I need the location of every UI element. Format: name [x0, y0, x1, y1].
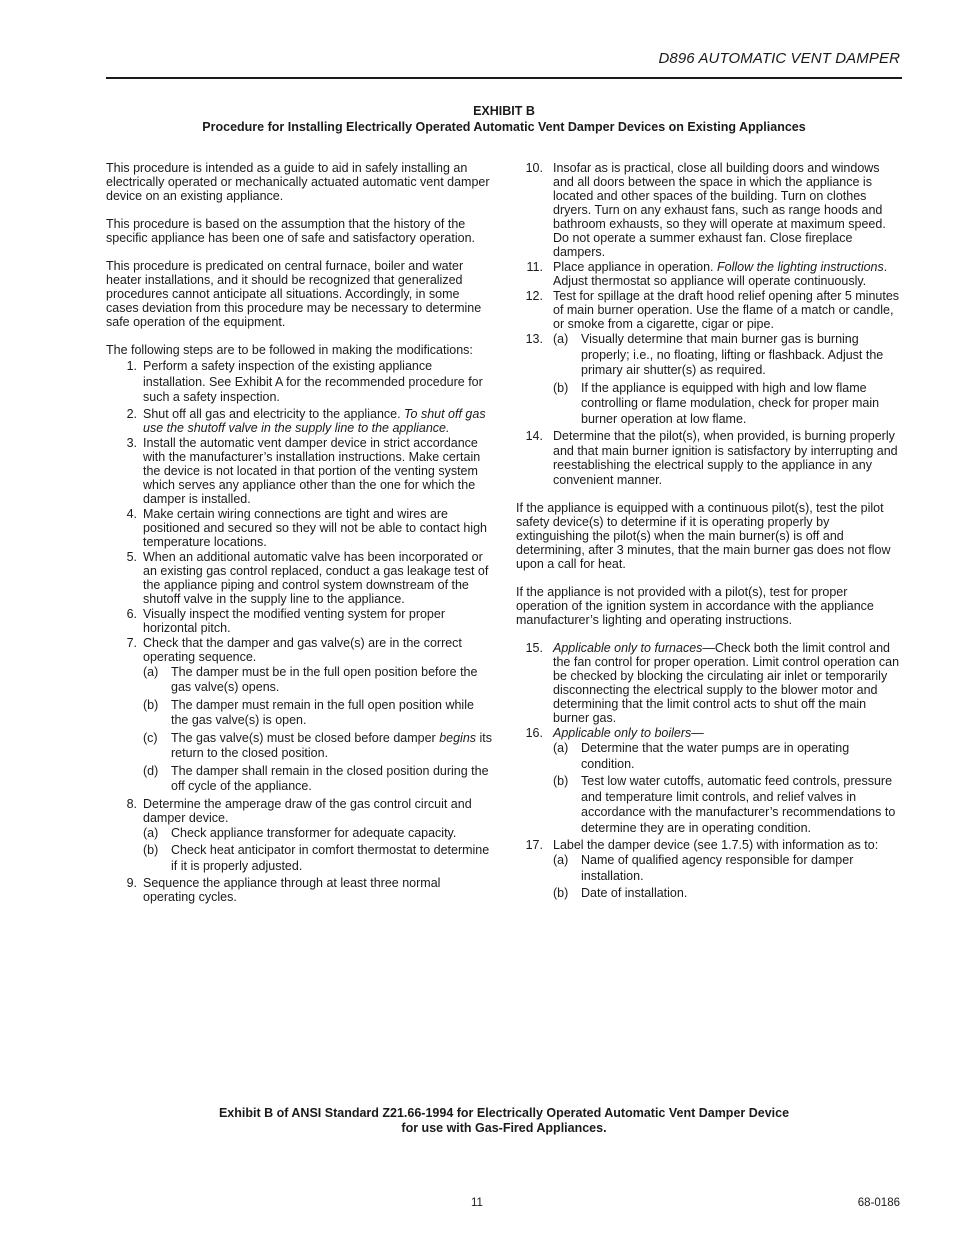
step-16a [553, 741, 902, 772]
exhibit-heading [106, 103, 902, 135]
sub-text: its return to the closed position. [171, 730, 493, 760]
step-17a [553, 853, 902, 884]
header-divider [106, 77, 902, 79]
sub-text: The damper must remain in the full open position while the gas valve(s) is open. [171, 697, 474, 727]
sub-text: If the appliance is equipped with high and low flame controlling or flame modulation, check for proper main burner operation at low flame. [581, 380, 880, 426]
step-4 [106, 507, 492, 549]
step-13a [553, 332, 902, 379]
step-number: 11. [526, 260, 543, 274]
step-number: 7. [126, 635, 137, 650]
step-17 [516, 838, 902, 902]
step-10 [516, 161, 902, 259]
step-7 [106, 636, 492, 795]
step-8b [143, 843, 492, 874]
sub-label: (d) [143, 763, 159, 778]
right-column [516, 161, 902, 904]
sub-text: The gas valve(s) must be closed before damper [171, 730, 440, 745]
step-text: Shut off all gas and electricity to the appliance. [143, 406, 405, 421]
sub-text: The damper must be in the full open position before the gas valve(s) opens. [171, 664, 478, 694]
step-17b [553, 886, 902, 902]
step-italic-text: Applicable only to furnaces [553, 641, 703, 655]
sub-label: (a) [553, 332, 569, 346]
steps-intro: The following steps are to be followed in making the modifications: [106, 343, 473, 357]
step-13 [516, 332, 902, 427]
sub-text: Name of qualified agency responsible for damper installation. [581, 853, 854, 883]
exhibit-title: Procedure for Installing Electrically Operated Automatic Vent Damper Devices on Existing Appliances [202, 120, 806, 134]
step-text: When an additional automatic valve has been incorporated or an existing gas control replaced, conduct a gas leakage test of the appliance piping and control system downstream of the shutoff valve in the supply line to the appliance. [143, 549, 489, 606]
step-16 [516, 726, 902, 836]
step-number: 6. [126, 606, 137, 621]
step-number: 5. [126, 549, 137, 564]
step-text: Determine that the pilot(s), when provided, is burning properly and that main burner ignition is satisfactory by interrupting and reestablishing the electrical supply to the appliance in any convenient manner. [553, 429, 898, 487]
sub-label: (b) [553, 774, 569, 788]
sub-text: Check heat anticipator in comfort thermostat to determine if it is properly adjusted. [171, 843, 490, 873]
sub-label: (b) [143, 697, 159, 712]
step-text: Test for spillage at the draft hood relief opening after 5 minutes of main burner operation. Use the flame of a match or candle, or smoke from a cigarette, cigar or pipe. [553, 289, 900, 331]
step-number: 12. [525, 289, 543, 303]
step-number: 1. [126, 359, 137, 373]
intro-paragraph: This procedure is intended as a guide to aid in safely installing an electrically operated or mechanically actuated automatic vent damper device on an existing appliance. [106, 161, 490, 203]
step-text: Sequence the appliance through at least three normal operating cycles. [143, 876, 441, 904]
step-8 [106, 797, 492, 875]
step-text: Perform a safety inspection of the existing appliance installation. See Exhibit A for the recommended procedure for such a safety inspection. [143, 359, 483, 404]
step-number: 14. [525, 429, 543, 443]
step-text: Check that the damper and gas valve(s) are in the correct operating sequence. [143, 635, 462, 664]
step-text: — [691, 726, 704, 740]
step-7c [143, 731, 492, 762]
step-9 [106, 876, 492, 904]
step-text: Place appliance in operation. [553, 260, 718, 274]
step-text: . Adjust thermostat so appliance will operate continuously. [553, 260, 888, 288]
sub-text: Visually determine that main burner gas is burning properly; i.e., no floating, lifting or flashback. Adjust the primary air shutter(s) as required. [581, 332, 884, 377]
sub-label: (a) [143, 825, 159, 840]
footer-caption [106, 1106, 902, 1136]
step-2 [106, 407, 492, 435]
sub-label: (a) [553, 741, 569, 755]
sub-text: Check appliance transformer for adequate capacity. [171, 825, 457, 840]
footer-caption-line: for use with Gas-Fired Appliances. [401, 1121, 607, 1135]
step-11 [516, 260, 902, 288]
sub-italic-text: begins [439, 730, 477, 745]
step-1 [106, 359, 492, 406]
step-number: 3. [126, 435, 137, 450]
step-italic-text: Follow the lighting instructions [717, 260, 884, 274]
step-13b [553, 381, 902, 428]
left-column [106, 161, 492, 905]
step-text: Determine the amperage draw of the gas control circuit and damper device. [143, 796, 472, 825]
step-text: Install the automatic vent damper device in strict accordance with the manufacturer’s installation instructions. Make certain the device is not located in that portion of the venting system which serves any appliance other than the one for which the damper is installed. [143, 435, 481, 506]
step-text: Make certain wiring connections are tight and wires are positioned and secured so they will not be able to contact high temperature locations. [143, 506, 487, 549]
step-number: 17. [525, 838, 543, 852]
footer-caption-line: Exhibit B of ANSI Standard Z21.66-1994 for Electrically Operated Automatic Vent Damper Device [218, 1106, 790, 1120]
step-8a [143, 826, 492, 842]
step-number: 16. [525, 726, 543, 740]
step-italic-text: Applicable only to boilers [553, 726, 692, 740]
step-italic-text: To shut off gas use the shutoff valve in the supply line to the appliance. [143, 406, 486, 435]
sub-label: (b) [553, 886, 569, 900]
predicate-paragraph: This procedure is predicated on central furnace, boiler and water heater installations, and it should be recognized that generalized procedures cannot anticipate all situations. Accordingly, in some cases deviation from this procedure may be necessary to determine safe operation of the equipment. [106, 259, 482, 329]
step-number: 2. [126, 406, 137, 421]
sub-label: (a) [553, 853, 569, 867]
ignition-paragraph: If the appliance is not provided with a pilot(s), test for proper operation of the ignition system in accordance with the appliance manufacturer’s lighting and operating instructions. [516, 585, 874, 627]
step-7d [143, 764, 492, 795]
step-number: 10. [525, 161, 543, 175]
assumption-paragraph: This procedure is based on the assumption that the history of the specific appliance has been one of safe and satisfactory operation. [106, 217, 475, 245]
header-title: D896 AUTOMATIC VENT DAMPER [658, 50, 900, 67]
sub-label: (a) [143, 664, 159, 679]
document-number: 68-0186 [857, 1197, 900, 1209]
step-text: —Check both the limit control and the fan control for proper operation. Limit control operation can be checked by blocking the circulating air inlet or temporarily disconnecting the electrical supply to the blower motor and determining that the limit control acts to shut off the main burner gas. [553, 641, 900, 725]
step-number: 9. [126, 876, 137, 890]
sub-text: Date of installation. [581, 886, 688, 900]
step-7a [143, 665, 492, 696]
continuous-pilot-paragraph: If the appliance is equipped with a continuous pilot(s), test the pilot safety device(s) to determine if it is operating properly by extinguishing the pilot(s) when the main burner(s) is off and determining, after 3 minutes, that the main burner gas does not flow upon a call for heat. [516, 501, 891, 571]
step-7b [143, 698, 492, 729]
step-3 [106, 436, 492, 506]
exhibit-label: EXHIBIT B [473, 104, 535, 118]
sub-text: Test low water cutoffs, automatic feed controls, pressure and temperature limit controls, and relief valves in accordance with the manufacturer’s recommendations to determine they are in operating condition. [581, 774, 896, 835]
step-number: 8. [126, 796, 137, 811]
step-text: Insofar as is practical, close all building doors and windows and all doors between the space in which the appliance is located and other spaces of the building. Turn on clothes dryers. Turn on any exhaust fans, such as range hoods and bathroom exhausts, so they will operate at maximum speed. Do not operate a summer exhaust fan. Close fireplace dampers. [553, 161, 886, 259]
step-14 [516, 429, 902, 487]
sub-label: (c) [143, 730, 158, 745]
step-text: Visually inspect the modified venting system for proper horizontal pitch. [143, 606, 446, 635]
step-12 [516, 289, 902, 331]
step-6 [106, 607, 492, 635]
step-text: Label the damper device (see 1.7.5) with information as to: [553, 838, 879, 852]
step-16b [553, 774, 902, 836]
step-number: 13. [525, 332, 543, 346]
sub-text: Determine that the water pumps are in operating condition. [581, 741, 850, 771]
sub-label: (b) [143, 843, 159, 857]
page-number: 11 [471, 1197, 483, 1209]
step-5 [106, 550, 492, 606]
step-number: 4. [126, 506, 137, 521]
sub-label: (b) [553, 380, 569, 395]
step-15 [516, 641, 902, 725]
sub-text: The damper shall remain in the closed position during the off cycle of the appliance. [171, 763, 489, 793]
step-number: 15. [525, 641, 543, 655]
